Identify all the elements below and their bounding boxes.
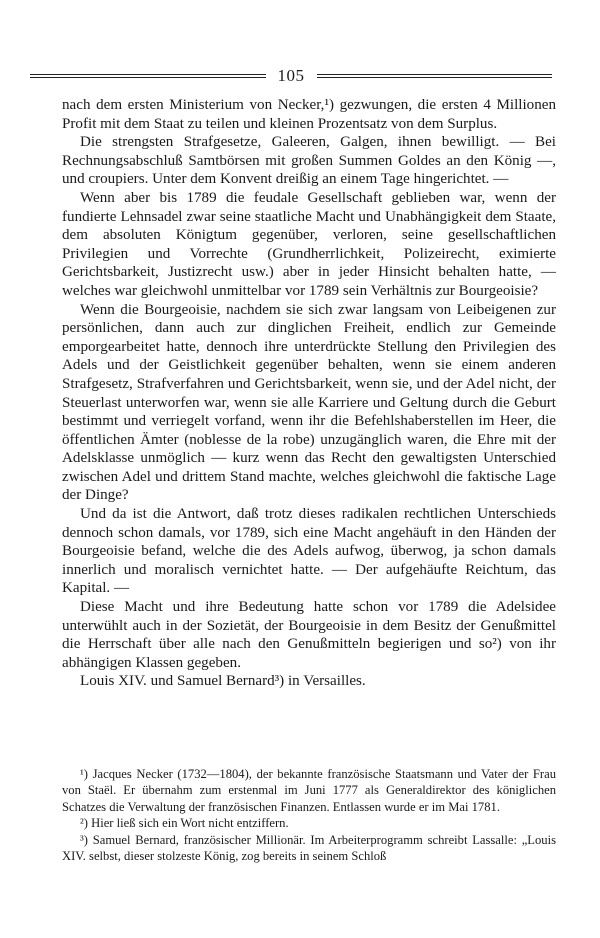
paragraph: Die strengsten Strafgesetze, Galeeren, Galgen, ihnen bewilligt. — Bei Rechnungsabschluß Samtbörsen mit großen Summen Goldes an den König —, und croupiers. Unter dem Konvent dreißig an einem Tage hingerichtet. — — [62, 134, 556, 188]
footnote: ²) Hier ließ sich ein Wort nicht entziffern. — [80, 816, 289, 831]
paragraph: Diese Macht und ihre Bedeutung hatte schon vor 1789 die Adelsidee unterwühlt auch in der Sozietät, der Bourgeoisie in dem Besitz der Genußmittel die Herrschaft über alle nach den Genußmitteln begierigen und so²) von ihr abhängigen Klassen gegeben. — [62, 599, 556, 671]
body-text — [62, 96, 556, 691]
footnote: ³) Samuel Bernard, französischer Millionär. Im Arbeiterprogramm schreibt Lassalle: „Louis XIV. selbst, dieser stolzeste König, zog bereits in seinem Schloß — [62, 832, 556, 864]
footnote: ¹) Jacques Necker (1732—1804), der bekannte französische Staatsmann und Vater der Frau von Staël. Er übernahm zum erstenmal im Juni 1777 als Generaldirektor des königlichen Schatzes die Verwaltung der französischen Finanzen. Entlassen wurde er im Mai 1781. — [62, 767, 556, 814]
header-rule-left — [30, 74, 266, 78]
footnotes — [62, 766, 556, 864]
paragraph: Und da ist die Antwort, daß trotz dieses radikalen rechtlichen Unterschieds dennoch schon damals, vor 1789, sich eine Macht angehäuft in den Händen der Bourgeoisie befand, welche die des Adels aufwog, überwog, ja schon damals innerlich und moralisch vernichtet hatte. — Der aufgehäufte Reichtum, das Kapital. — — [62, 506, 556, 597]
header-rule-right — [317, 74, 553, 78]
paragraph: nach dem ersten Ministerium von Necker,¹) gezwungen, die ersten 4 Millionen Profit mit dem Staat zu teilen und kleinen Prozentsatz von dem Surplus. — [62, 97, 556, 132]
paragraph: Wenn die Bourgeoisie, nachdem sie sich zwar langsam von Leibeigenen zur persönlichen, dann auch zur dinglichen Freiheit, endlich zur Gemeinde emporgearbeitet hatte, dennoch ihre unterdrückte Stellung den Privilegien des Adels und der Geistlichkeit gegenüber behalten, wenn sie einem anderen Strafgesetz, Strafverfahren und Gerichtsbarkeit, wenn sie, und der Adel nicht, der Steuerlast unterworfen war, wenn sie alle Karriere und Geltung durch die Geburt bestimmt und verriegelt vorfand, wenn ihr die Befehlshaberstellen im Heer, die öffentlichen Ämter (noblesse de la robe) unzugänglich waren, die Ehre mit der Adelsklasse unmöglich — kurz wenn das Recht den gewaltigsten Unterschied zwischen Adel und drittem Stand machte, welches gleichwohl die faktische Lage der Dinge? — [62, 301, 556, 504]
page-number: 105 — [277, 66, 305, 85]
paragraph: Wenn aber bis 1789 die feudale Gesellschaft geblieben war, wenn der fundierte Lehnsadel zwar seine staatliche Macht und Unabhängigkeit dem Staate, dem absoluten Königtum gegenüber, verloren, seine gesellschaftlichen Privilegien und Vorrechte (Grundherrlichkeit, Polizeirecht, eximierte Gerichtsbarkeit, Justizrecht usw.) aber in jeder Hinsicht behalten hatte, — welches war gleichwohl unmittelbar vor 1789 sein Verhältnis zur Bourgeoisie? — [62, 189, 556, 299]
page-header — [30, 66, 552, 86]
paragraph: Louis XIV. und Samuel Bernard³) in Versailles. — [80, 673, 366, 690]
